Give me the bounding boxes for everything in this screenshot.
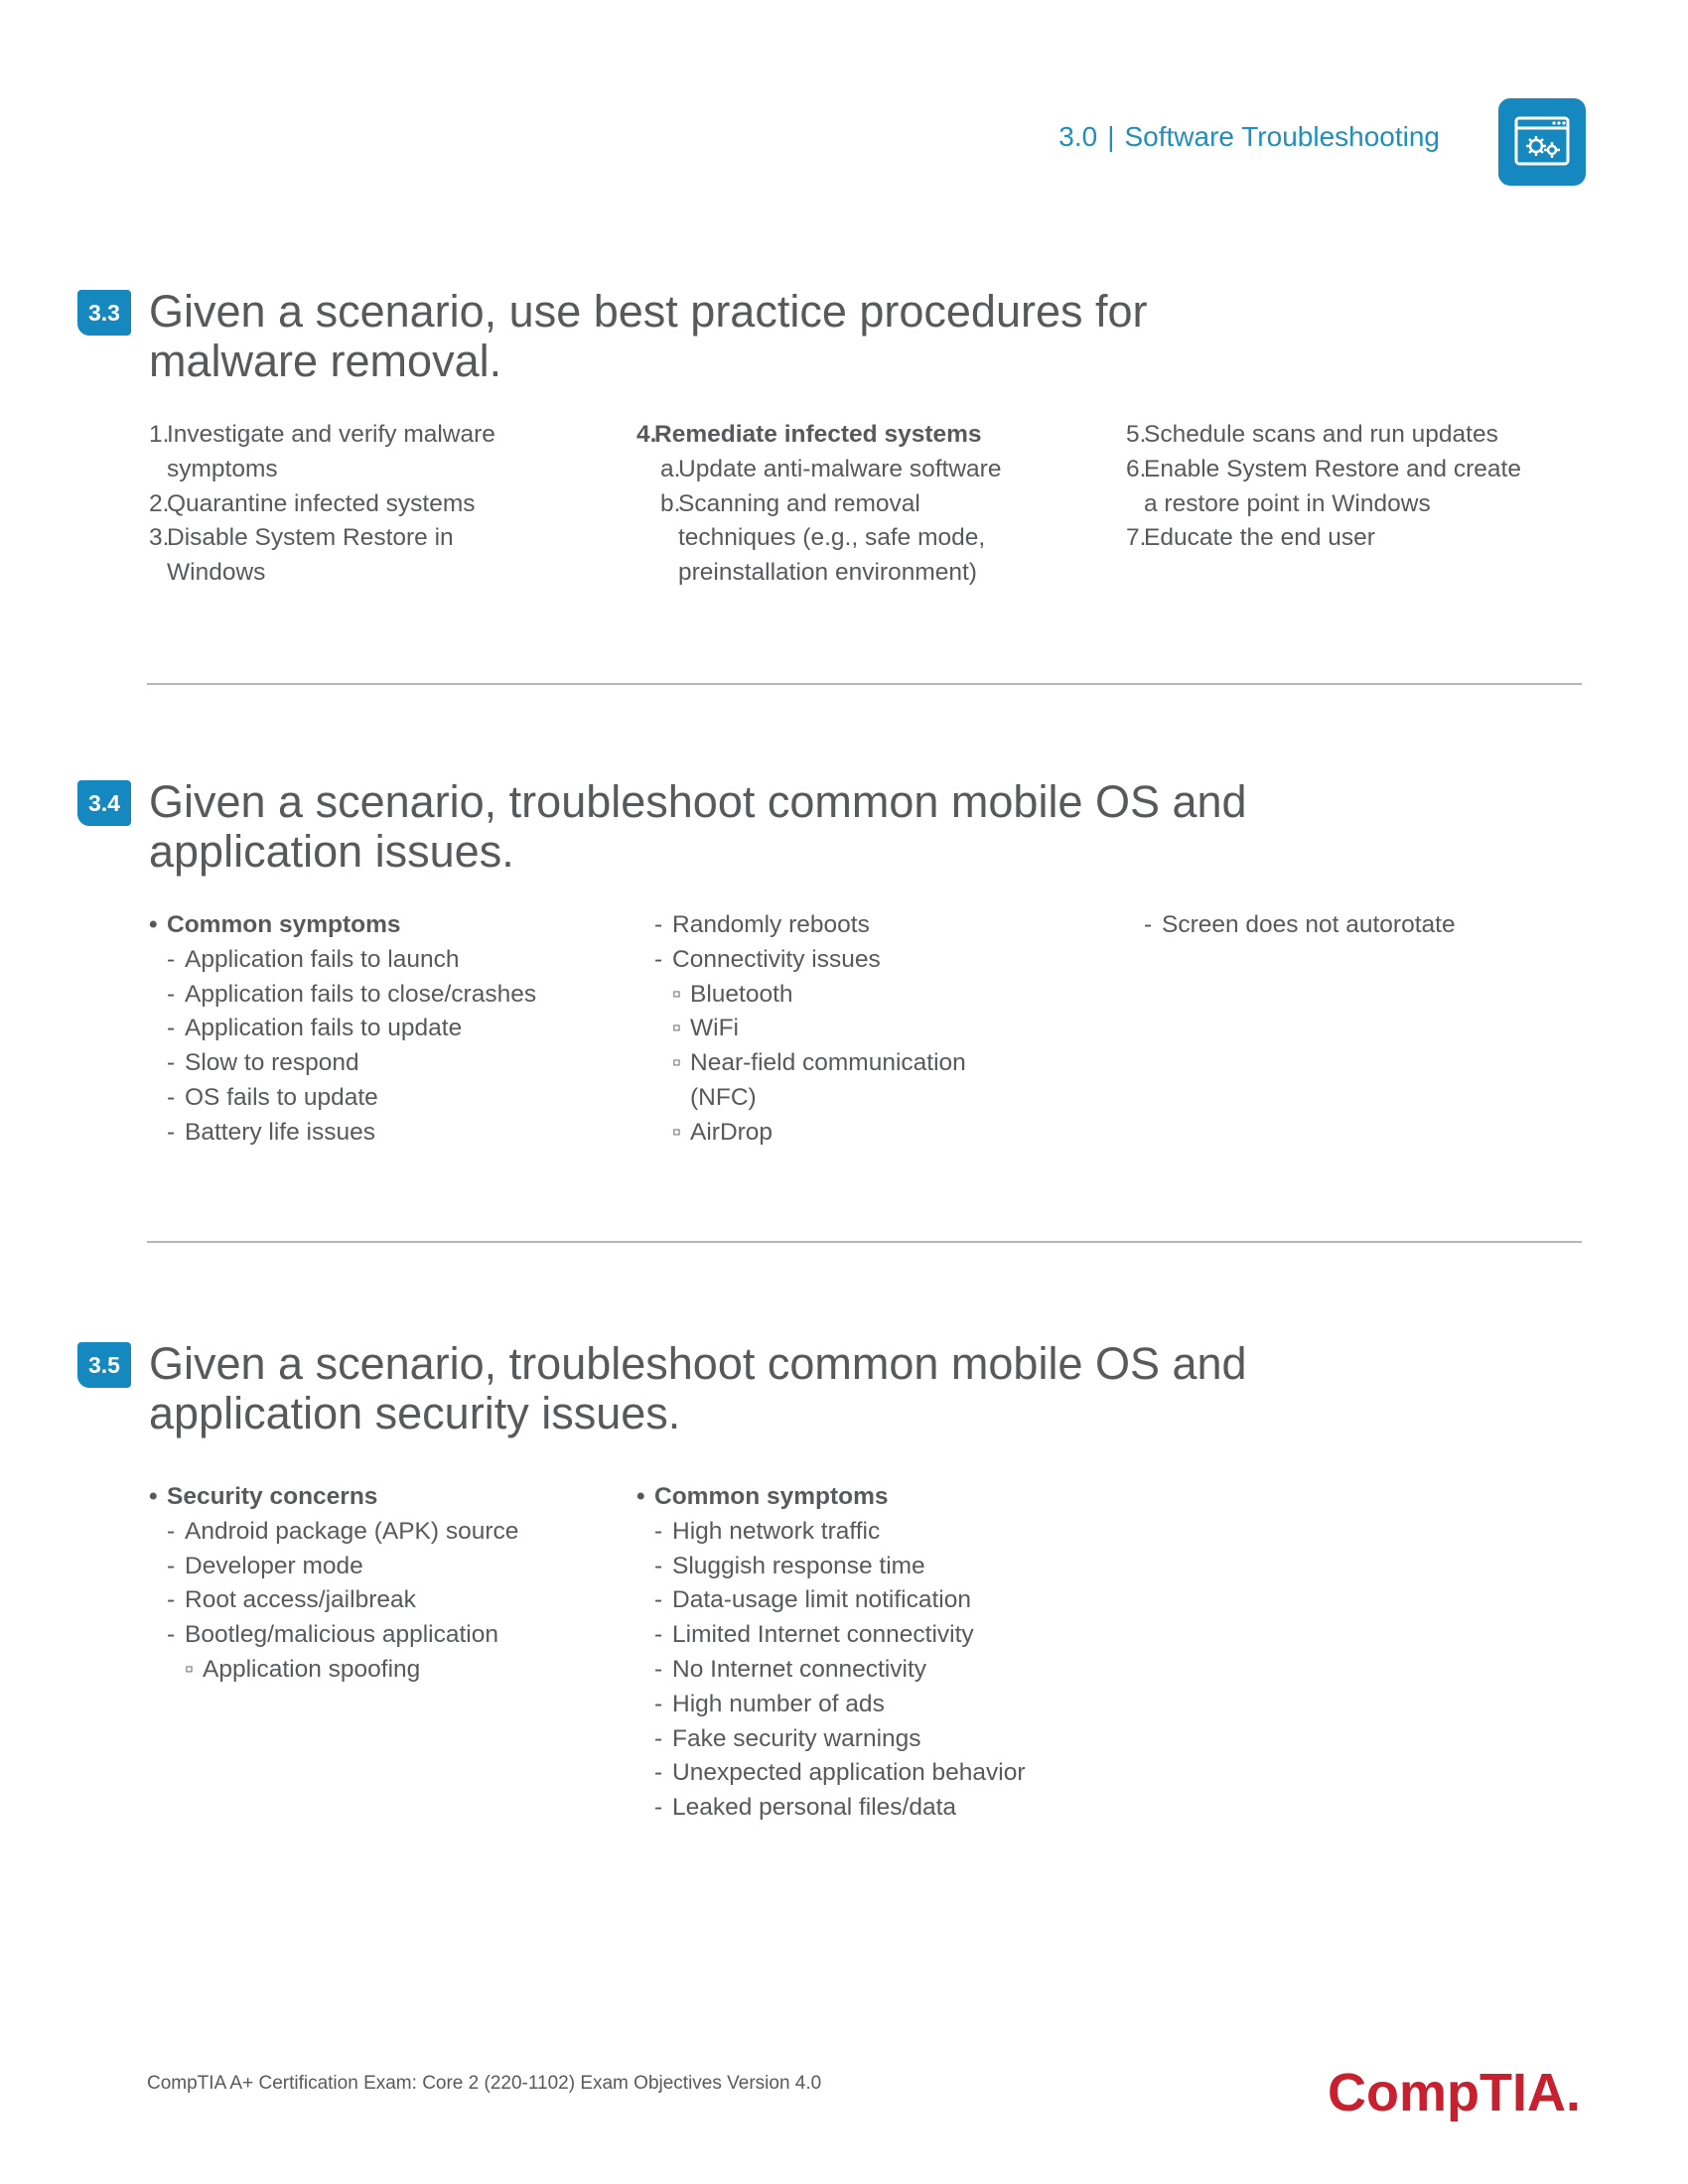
list-item-text: WiFi xyxy=(690,1015,739,1042)
list-item xyxy=(149,1081,536,1116)
list-marker: - xyxy=(654,1759,663,1787)
comptia-logo xyxy=(1328,2063,1588,2129)
divider xyxy=(147,683,1582,685)
column-1 xyxy=(149,1480,518,1688)
list-item xyxy=(149,1515,518,1550)
list-item-text: Near-field communication xyxy=(690,1049,966,1077)
list-marker: - xyxy=(167,1049,176,1077)
list-marker: a. xyxy=(660,455,681,482)
header-separator: | xyxy=(1107,121,1115,152)
list-item xyxy=(149,453,495,487)
list-item-text: No Internet connectivity xyxy=(672,1655,927,1683)
list-marker: 3. xyxy=(149,524,170,552)
list-item xyxy=(149,1480,518,1515)
list-item xyxy=(636,1046,966,1081)
section-title-line: application issues. xyxy=(149,826,514,877)
list-item-text: Battery life issues xyxy=(185,1118,375,1146)
list-item-text: Schedule scans and run updates xyxy=(1144,421,1498,448)
list-marker: 5. xyxy=(1126,421,1147,448)
section-title-line: Given a scenario, troubleshoot common mobile OS and xyxy=(149,1338,1247,1389)
list-item-text: a restore point in Windows xyxy=(1144,489,1431,517)
list-item xyxy=(636,1116,966,1151)
list-item xyxy=(149,1116,536,1151)
list-item-text: High network traffic xyxy=(672,1517,881,1545)
logo-wordmark: CompTIA. xyxy=(1328,2063,1581,2122)
list-marker: • xyxy=(636,1483,645,1510)
list-marker: - xyxy=(654,1794,663,1822)
list-item xyxy=(1126,453,1521,487)
list-item-text: Application fails to close/crashes xyxy=(185,980,537,1008)
list-item-text: Scanning and removal xyxy=(678,489,920,517)
footer-text: CompTIA A+ Certification Exam: Core 2 (220-1102) Exam Objectives Version 4.0 xyxy=(147,2073,822,2094)
list-item-text: Quarantine infected systems xyxy=(167,489,476,517)
list-item-text: Security concerns xyxy=(167,1483,378,1510)
list-item xyxy=(149,1012,536,1046)
section-badge: 3.5 xyxy=(77,1342,131,1388)
list-marker: - xyxy=(654,911,663,938)
list-marker: ▫ xyxy=(672,1118,681,1146)
section-title-line: malware removal. xyxy=(149,336,502,386)
list-marker: - xyxy=(654,1586,663,1614)
column-3 xyxy=(1126,908,1456,943)
list-item xyxy=(636,1480,1026,1515)
list-item-text: (NFC) xyxy=(690,1083,757,1111)
list-marker: - xyxy=(167,1586,176,1614)
list-marker: - xyxy=(654,1621,663,1649)
list-item xyxy=(636,908,966,943)
list-marker: b. xyxy=(660,489,681,517)
list-marker: 7. xyxy=(1126,524,1147,552)
column-1 xyxy=(149,418,495,591)
list-marker: - xyxy=(167,1083,176,1111)
list-item-text: Windows xyxy=(167,559,266,587)
list-item xyxy=(636,1583,1026,1618)
list-item xyxy=(636,1618,1026,1653)
column-2 xyxy=(636,908,966,1151)
list-item-text: Screen does not autorotate xyxy=(1162,911,1456,938)
divider xyxy=(147,1241,1582,1243)
list-item-text: Android package (APK) source xyxy=(185,1517,519,1545)
list-marker: ▫ xyxy=(185,1655,194,1683)
list-item-text: Investigate and verify malware xyxy=(167,421,495,448)
list-item-text: Application fails to launch xyxy=(185,945,460,973)
list-marker: - xyxy=(1144,911,1153,938)
list-marker: - xyxy=(167,1621,176,1649)
list-marker: ▫ xyxy=(672,980,681,1008)
list-item-text: Root access/jailbreak xyxy=(185,1586,416,1614)
list-item xyxy=(1126,487,1521,522)
list-item-text: Application spoofing xyxy=(203,1655,421,1683)
list-item xyxy=(636,978,966,1013)
list-item-text: Fake security warnings xyxy=(672,1724,921,1752)
list-item xyxy=(636,556,1001,591)
list-item-text: High number of ads xyxy=(672,1690,885,1717)
header-title: Software Troubleshooting xyxy=(1124,121,1440,152)
list-item-text: Unexpected application behavior xyxy=(672,1759,1026,1787)
list-item xyxy=(149,1046,536,1081)
list-item xyxy=(149,521,495,556)
list-marker: - xyxy=(654,1655,663,1683)
list-marker: - xyxy=(654,1517,663,1545)
list-item-text: Leaked personal files/data xyxy=(672,1794,957,1822)
page-header xyxy=(1058,121,1440,153)
list-marker: - xyxy=(167,1118,176,1146)
list-item xyxy=(636,1012,966,1046)
list-item xyxy=(636,1756,1026,1791)
list-marker: • xyxy=(149,911,158,938)
list-item xyxy=(149,1618,518,1653)
list-item xyxy=(636,1653,1026,1688)
list-item xyxy=(636,1791,1026,1826)
list-item-text: Slow to respond xyxy=(185,1049,359,1077)
list-item-text: Enable System Restore and create xyxy=(1144,455,1521,482)
list-item-text: Randomly reboots xyxy=(672,911,870,938)
list-item-text: Common symptoms xyxy=(654,1483,889,1510)
list-item xyxy=(149,1653,518,1688)
list-item xyxy=(636,1722,1026,1757)
list-item-text: Sluggish response time xyxy=(672,1552,925,1579)
list-item-text: AirDrop xyxy=(690,1118,774,1146)
list-marker: - xyxy=(654,1690,663,1717)
list-marker: - xyxy=(654,1724,663,1752)
list-item-text: Remediate infected systems xyxy=(654,421,982,448)
list-marker: - xyxy=(167,945,176,973)
section-badge: 3.4 xyxy=(77,780,131,826)
list-marker: - xyxy=(167,980,176,1008)
list-item-text: Developer mode xyxy=(185,1552,363,1579)
header-section-number: 3.0 xyxy=(1058,121,1098,152)
list-marker: ▫ xyxy=(672,1049,681,1077)
list-item xyxy=(636,521,1001,556)
list-marker: - xyxy=(167,1517,176,1545)
list-item xyxy=(636,1688,1026,1722)
settings-window-icon xyxy=(1498,98,1586,186)
list-item xyxy=(636,1550,1026,1584)
list-marker: - xyxy=(167,1552,176,1579)
list-item xyxy=(149,908,536,943)
list-item xyxy=(149,943,536,978)
list-item xyxy=(636,943,966,978)
list-item-text: Common symptoms xyxy=(167,911,401,938)
list-marker: 1. xyxy=(149,421,170,448)
list-item xyxy=(1126,418,1521,453)
section-title-line: application security issues. xyxy=(149,1388,681,1438)
list-item xyxy=(636,1515,1026,1550)
section-badge: 3.3 xyxy=(77,290,131,336)
list-marker: - xyxy=(654,1552,663,1579)
section-title-line: Given a scenario, troubleshoot common mobile OS and xyxy=(149,776,1247,827)
list-item-text: Application fails to update xyxy=(185,1015,463,1042)
list-item xyxy=(636,487,1001,522)
list-item xyxy=(149,1583,518,1618)
list-item xyxy=(149,487,495,522)
list-item xyxy=(149,1550,518,1584)
list-marker: • xyxy=(149,1483,158,1510)
list-item xyxy=(1126,521,1521,556)
list-item-text: Disable System Restore in xyxy=(167,524,454,552)
list-item-text: techniques (e.g., safe mode, xyxy=(678,524,986,552)
list-marker: 4. xyxy=(636,421,657,448)
list-marker: - xyxy=(167,1015,176,1042)
list-item-text: symptoms xyxy=(167,455,278,482)
column-2 xyxy=(636,1480,1026,1826)
list-item xyxy=(636,1081,966,1116)
list-item xyxy=(149,556,495,591)
list-item xyxy=(149,418,495,453)
list-item-text: Data-usage limit notification xyxy=(672,1586,971,1614)
column-1 xyxy=(149,908,536,1151)
list-item-text: Bootleg/malicious application xyxy=(185,1621,498,1649)
list-item xyxy=(149,978,536,1013)
list-item-text: Limited Internet connectivity xyxy=(672,1621,974,1649)
list-marker: ▫ xyxy=(672,1015,681,1042)
section-title xyxy=(149,287,1519,386)
list-item xyxy=(636,418,1001,453)
list-marker: 2. xyxy=(149,489,170,517)
section-title xyxy=(149,777,1519,877)
list-item-text: OS fails to update xyxy=(185,1083,378,1111)
list-marker: - xyxy=(654,945,663,973)
list-item-text: preinstallation environment) xyxy=(678,559,977,587)
section-title-line: Given a scenario, use best practice procedures for xyxy=(149,286,1148,337)
column-3 xyxy=(1126,418,1521,556)
list-item-text: Bluetooth xyxy=(690,980,793,1008)
list-item xyxy=(1126,908,1456,943)
list-marker: 6. xyxy=(1126,455,1147,482)
list-item-text: Connectivity issues xyxy=(672,945,881,973)
list-item-text: Educate the end user xyxy=(1144,524,1375,552)
column-2 xyxy=(636,418,1001,591)
list-item xyxy=(636,453,1001,487)
section-title xyxy=(149,1339,1519,1438)
list-item-text: Update anti-malware software xyxy=(678,455,1002,482)
